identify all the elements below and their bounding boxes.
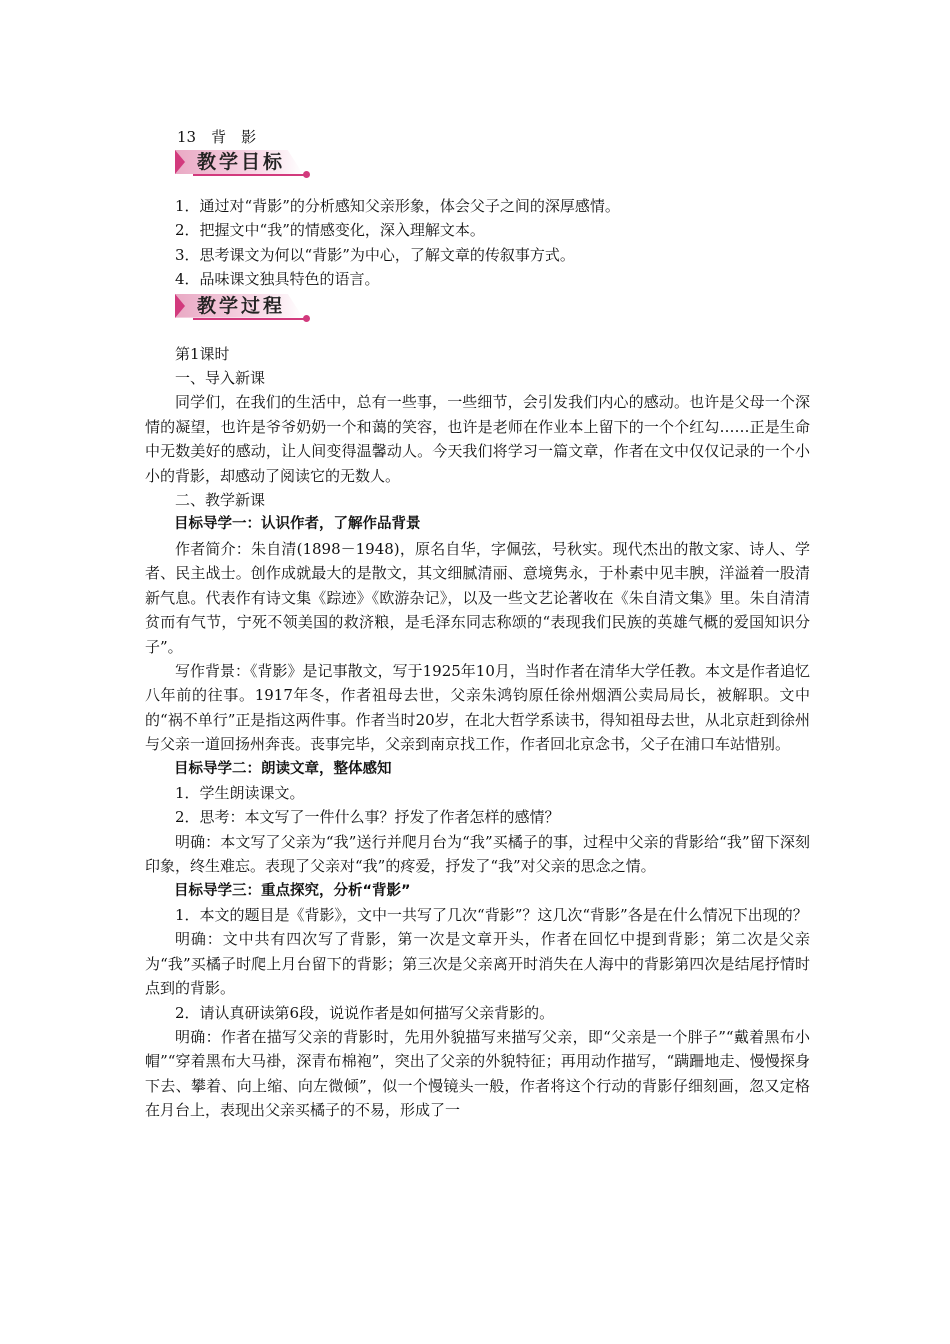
- process-banner: [175, 292, 810, 322]
- goals-banner: [175, 148, 810, 178]
- author-intro-paragraph: 作者简介：朱自清(1898－1948)，原名自华，字佩弦，号秋实。现代杰出的散文家、诗人、学者、民主战士。创作成就最大的是散文，其文细腻清丽、意境隽永，于朴素中见丰腴，洋溢着一股清新气息。代表作有诗文集《踪迹》《欧游杂记》，以及一些文艺论著收在《朱自清文集》里。朱自清清贫而有气节，宁死不领美国的救济粮，是毛泽东同志称颂的“表现我们民族的英雄气概的爱国知识分子”。: [145, 539, 810, 656]
- part-one-heading: 一、导入新课: [175, 369, 266, 388]
- goal2-item-1: 1．学生朗读课文。: [175, 783, 305, 802]
- goal2-heading: 目标导学二：朗读文章，整体感知: [174, 760, 392, 777]
- period-label: 第1课时: [175, 344, 230, 363]
- goal1-heading: 目标导学一：认识作者，了解作品背景: [174, 516, 421, 533]
- lesson-plan: [145, 126, 810, 1123]
- goal2-answer: 明确：本文写了父亲为“我”送行并爬月台为“我”买橘子的事，过程中父亲的背影给“我”留下深刻印象，终生难忘。表现了父亲对“我”的疼爱，抒发了“我”对父亲的思念之情。: [145, 832, 810, 876]
- banner-triangle-icon: [175, 150, 185, 174]
- goal3-answer-1: 明确：文中共有四次写了背影，第一次是文章开头，作者在回忆中提到背影；第二次是父亲为“我”买橘子时爬上月台留下的背影；第三次是父亲离开时消失在人海中的背影第四次是结尾抒情时点到的背影。: [145, 930, 810, 998]
- goals-heading: 教学目标: [197, 151, 286, 173]
- goal2-item-2: 2．思考：本文写了一件什么事？抒发了作者怎样的感情？: [175, 808, 560, 827]
- process-heading: 教学过程: [197, 294, 286, 317]
- goal-item-2: 2．把握文中“我”的情感变化，深入理解文本。: [175, 221, 485, 240]
- goal3-heading: 目标导学三：重点探究，分析“背影”: [174, 882, 411, 899]
- goal3-item-1: 1．本文的题目是《背影》，文中一共写了几次“背影”？这几次“背影”各是在什么情况下出现的？: [175, 905, 808, 924]
- banner-underline: [193, 174, 305, 176]
- goal3-item-2: 2．请认真研读第6段，说说作者是如何描写父亲背影的。: [175, 1003, 555, 1022]
- banner-dot-icon: [303, 315, 310, 322]
- lesson-title: 13 背 影: [177, 128, 257, 146]
- intro-paragraph: 同学们，在我们的生活中，总有一些事，一些细节，会引发我们内心的感动。也许是父母一个深情的凝望，也许是爷爷奶奶一个和蔼的笑容，也许是老师在作业本上留下的一个个红勾……正是生命中无数美好的感动，让人间变得温馨动人。今天我们将学习一篇文章，作者在文中仅仅记录的一个小小的背影，却感动了阅读它的无数人。: [145, 393, 810, 485]
- part-two-heading: 二、教学新课: [175, 491, 266, 510]
- banner-dot-icon: [303, 171, 310, 178]
- goal-item-1: 1．通过对“背影”的分析感知父亲形象，体会父子之间的深厚感情。: [175, 197, 620, 215]
- background-paragraph: 写作背景：《背影》是记事散文，写于1925年10月，当时作者在清华大学任教。本文是作者追忆八年前的往事。1917年冬，作者祖母去世，父亲朱鸿钧原任徐州烟酒公卖局局长，被解职。文中的“祸不单行”正是指这两件事。作者当时20岁，在北大哲学系读书，得知祖母去世，从北京赶到徐州与父亲一道回扬州奔丧。丧事完毕，父亲到南京找工作，作者回北京念书，父子在浦口车站惜别。: [145, 661, 810, 754]
- goal-item-4: 4．品味课文独具特色的语言。: [175, 270, 380, 289]
- banner-triangle-icon: [175, 294, 185, 318]
- goal-item-3: 3．思考课文为何以“背影”为中心，了解文章的传叙事方式。: [175, 245, 575, 264]
- banner-underline: [193, 318, 305, 320]
- goal3-answer-2: 明确：作者在描写父亲的背影时，先用外貌描写来描写父亲，即“父亲是一个胖子”“戴着黑布小帽”“穿着黑布大马褂，深青布棉袍”，突出了父亲的外貌特征；再用动作描写，“蹒跚地走、慢慢探身下去、攀着、向上缩、向左微倾”，似一个慢镜头一般，作者将这个行动的背影仔细刻画，忽又定格在月台上，表现出父亲买橘子的不易，形成了一: [145, 1028, 810, 1120]
